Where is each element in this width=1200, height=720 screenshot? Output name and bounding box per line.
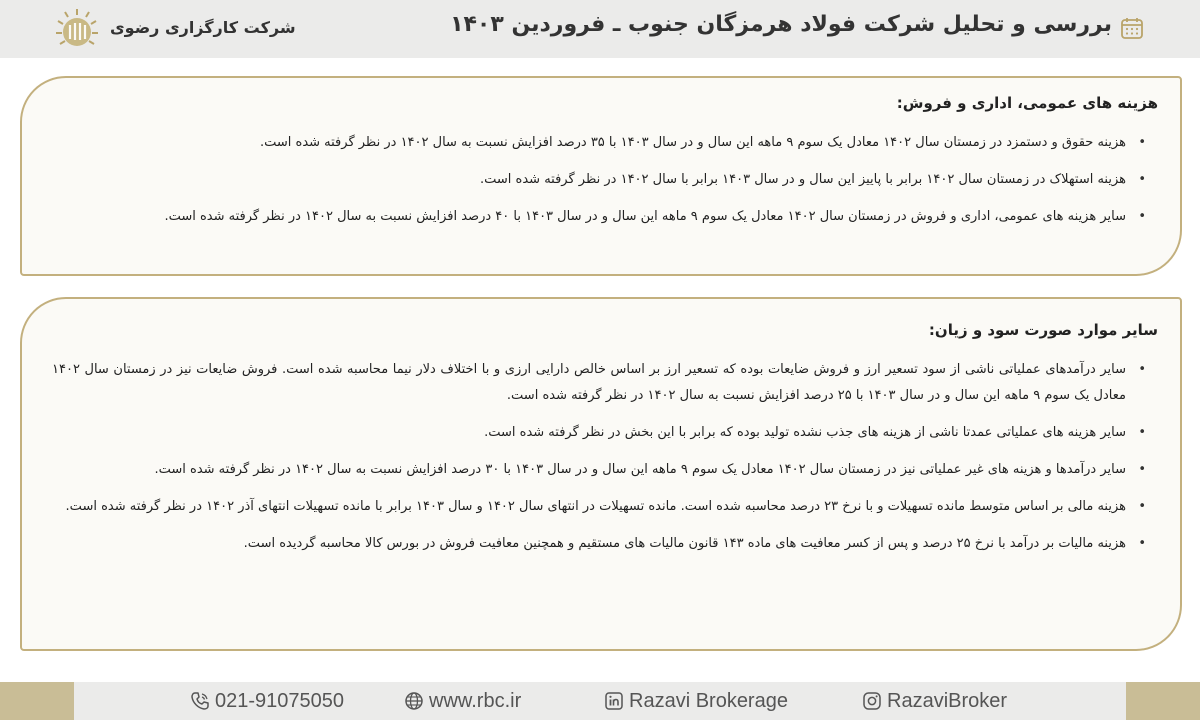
- footer-instagram[interactable]: [862, 689, 1007, 713]
- bullet-list: [52, 130, 1150, 241]
- linkedin-icon: [604, 691, 624, 711]
- footer-phone[interactable]: [190, 689, 344, 713]
- website-link: www.rbc.ir: [429, 689, 522, 712]
- list-item: • هزینه مالیات بر درآمد با نرخ ۲۵ درصد و پس از کسر معافیت های ماده ۱۴۳ قانون مالیات های مستقیم و همچنین معافیت فروش در بورس کالا محاسبه گردیده است.: [52, 531, 1150, 557]
- instagram-icon: [862, 691, 882, 711]
- footer-accent-right: [1126, 682, 1200, 720]
- company-name: شرکت کارگزاری رضوی: [110, 18, 296, 37]
- phone-icon: [190, 691, 210, 711]
- footer-linkedin[interactable]: [604, 689, 788, 713]
- globe-icon: [404, 691, 424, 711]
- page-footer: [0, 682, 1200, 720]
- list-item: • سایر درآمدها و هزینه های غیر عملیاتی نیز در زمستان سال ۱۴۰۲ معادل یک سوم ۹ ماهه این سال و در سال ۱۴۰۳ با ۳۰ درصد افزایش نسبت به سال ۱۴۰۲ در نظر گرفته شده است.: [52, 457, 1150, 483]
- section-title: سایر موارد صورت سود و زیان:: [928, 321, 1158, 339]
- list-item: • سایر هزینه های عمومی، اداری و فروش در زمستان سال ۱۴۰۲ معادل یک سوم ۹ ماهه این سال و در سال ۱۴۰۳ با ۴۰ درصد افزایش نسبت به سال ۱۴۰۲ در نظر گرفته شده است.: [52, 204, 1150, 230]
- section-general-expenses: [20, 76, 1182, 276]
- calendar-icon: [1120, 16, 1144, 40]
- list-item: • هزینه مالی بر اساس متوسط مانده تسهیلات و با نرخ ۲۳ درصد محاسبه شده است. مانده تسهیلات در انتهای سال ۱۴۰۲ و سال ۱۴۰۳ برابر با مانده تسهیلات انتهای آذر ۱۴۰۲ در نظر گرفته شده است.: [52, 494, 1150, 520]
- list-item: • هزینه استهلاک در زمستان سال ۱۴۰۲ برابر با پاییز این سال و در سال ۱۴۰۳ برابر با سال ۱۴۰۲ در نظر گرفته شده است.: [52, 167, 1150, 193]
- list-item: • هزینه حقوق و دستمزد در زمستان سال ۱۴۰۲ معادل یک سوم ۹ ماهه این سال و در سال ۱۴۰۳ با ۳۵ درصد افزایش نسبت به سال ۱۴۰۲ در نظر گرفته شده است.: [52, 130, 1150, 156]
- section-other-income-statement: [20, 297, 1182, 651]
- page-title: بررسی و تحلیل شرکت فولاد هرمزگان جنوب ـ فروردین ۱۴۰۳: [450, 12, 1112, 37]
- linkedin-handle: Razavi Brokerage: [629, 689, 788, 712]
- footer-website[interactable]: [404, 689, 521, 713]
- section-title: هزینه های عمومی، اداری و فروش:: [896, 94, 1158, 112]
- instagram-handle: RazaviBroker: [887, 689, 1008, 712]
- phone-number: 021-91075050: [215, 689, 345, 712]
- company-logo-icon: [54, 7, 100, 53]
- list-item: • سایر هزینه های عملیاتی عمدتا ناشی از هزینه های جذب نشده تولید بوده که برابر با این بخش در نظر گرفته شده است.: [52, 420, 1150, 446]
- footer-accent-left: [0, 682, 74, 720]
- page-header: [0, 0, 1200, 58]
- list-item: • سایر درآمدهای عملیاتی ناشی از سود تسعیر ارز و فروش ضایعات بوده که تسعیر ارز بر اساس خالص دارایی ارزی و با اختلاف دلار نیما محاسبه شده است. فروش ضایعات نیز در زمستان سال ۱۴۰۲ معادل یک سوم ۹ ماهه این سال و در سال ۱۴۰۳ با ۲۵ درصد افزایش نسبت به سال ۱۴۰۲ در نظر گرفته شده است.: [52, 357, 1150, 409]
- bullet-list: [52, 357, 1150, 568]
